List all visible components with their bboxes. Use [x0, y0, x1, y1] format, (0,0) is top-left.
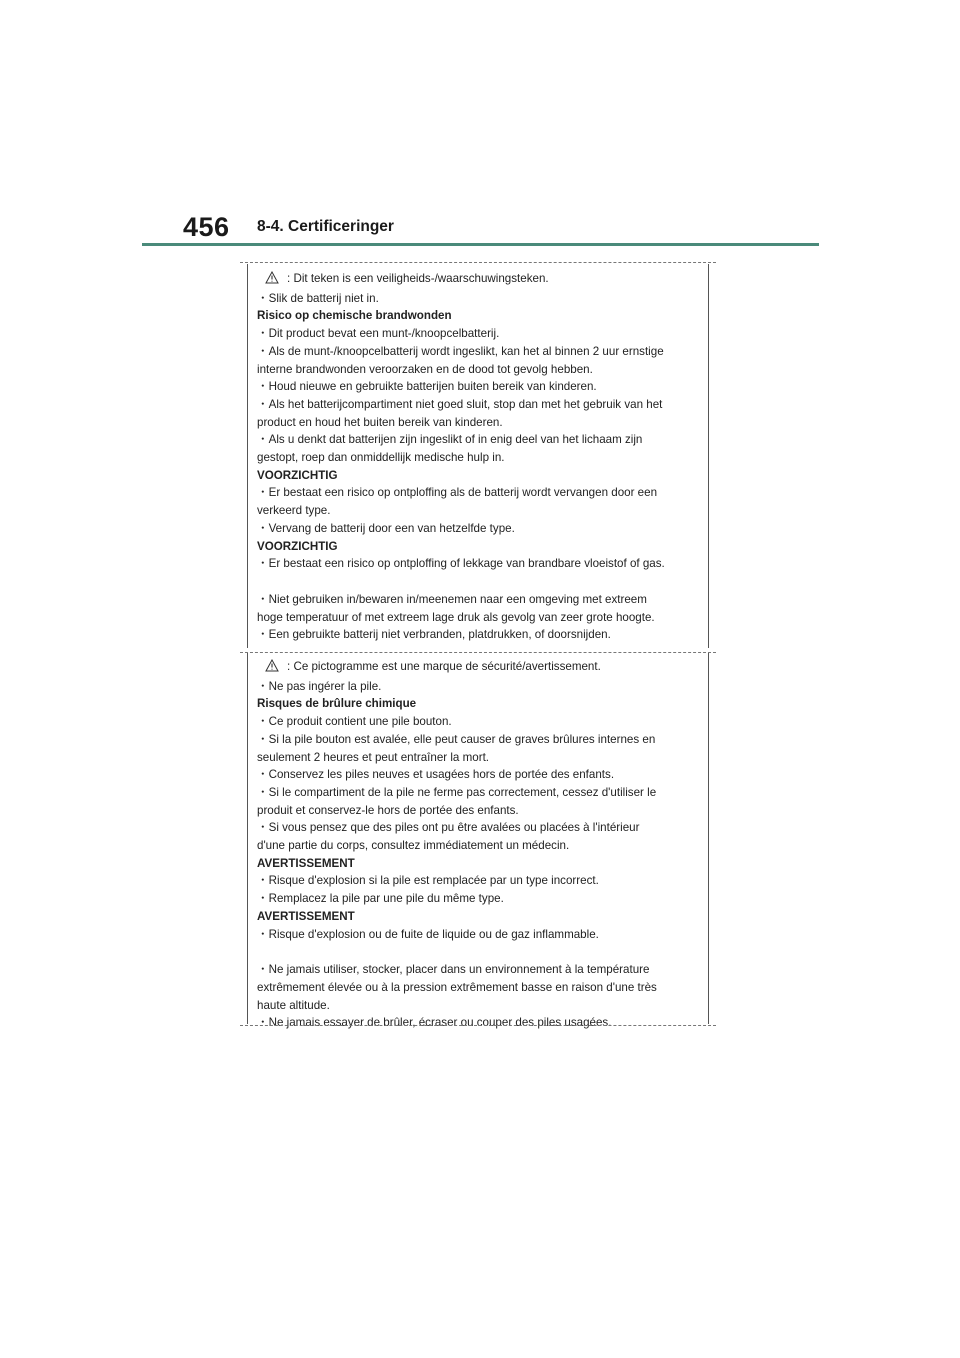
body-line: ・Dit product bevat een munt-/knoopcelbatterij. [257, 327, 500, 341]
warning-triangle-icon [265, 271, 279, 290]
body-line: extrêmement élevée ou à la pression extrêmement basse en raison d'une très [257, 980, 657, 994]
body-line: ・Niet gebruiken in/bewaren in/meenemen naar een omgeving met extreem [257, 592, 647, 606]
body-line: haute altitude. [257, 998, 330, 1012]
body-line: ・Er bestaat een risico op ontploffing als de batterij wordt vervangen door een [257, 486, 658, 500]
dutch-warning-label [247, 264, 709, 648]
body-line: interne brandwonden veroorzaken en de dood tot gevolg hebben. [257, 362, 593, 376]
warning-symbol-line [257, 270, 700, 290]
body-line: ・Als de munt-/knoopcelbatterij wordt ingeslikt, kan het al binnen 2 uur ernstige [257, 344, 664, 358]
body-line: produit et conservez-le hors de portée des enfants. [257, 803, 519, 817]
body-line: ・Risque d'explosion ou de fuite de liquide ou de gaz inflammable. [257, 927, 599, 941]
body-line: ・Ne jamais essayer de brûler, écraser ou couper des piles usagées. [257, 1016, 612, 1030]
body-line: ・Remplacez la pile par une pile du même type. [257, 892, 504, 906]
section-title: 8-4. Certificeringer [257, 218, 394, 235]
french-warning-label [247, 653, 709, 1030]
body-line: ・Ne pas ingérer la pile. [257, 679, 382, 693]
warning-symbol-line [257, 658, 700, 678]
section-heading: Risques de brûlure chimique [257, 697, 417, 711]
body-line: ・Si le compartiment de la pile ne ferme pas correctement, cessez d'utiliser le [257, 785, 657, 799]
body-line: ・Als u denkt dat batterijen zijn ingeslikt of in enig deel van het lichaam zijn [257, 433, 643, 447]
body-line: ・Als het batterijcompartiment niet goed sluit, stop dan met het gebruik van het [257, 397, 663, 411]
caution-heading: AVERTISSEMENT [257, 856, 355, 870]
caution-heading: VOORZICHTIG [257, 468, 338, 482]
body-line: verkeerd type. [257, 504, 331, 518]
caution-heading: VOORZICHTIG [257, 539, 338, 553]
page-number: 456 [183, 212, 230, 242]
body-line: hoge temperatuur of met extreem lage druk als gevolg van zeer grote hoogte. [257, 610, 655, 624]
warning-symbol-text: : Dit teken is een veiligheids-/waarschuwingsteken. [287, 272, 549, 285]
section-heading: Risico op chemische brandwonden [257, 309, 452, 323]
body-line: ・Vervang de batterij door een van hetzelfde type. [257, 521, 515, 535]
body-line: ・Conservez les piles neuves et usagées hors de portée des enfants. [257, 768, 615, 782]
paragraph-spacer [257, 573, 700, 591]
dashed-divider-bottom [240, 1025, 716, 1026]
body-line: seulement 2 heures et peut entraîner la mort. [257, 750, 490, 764]
paragraph-spacer [257, 943, 700, 961]
body-line: gestopt, roep dan onmiddellijk medische hulp in. [257, 451, 505, 465]
body-line: ・Ce produit contient une pile bouton. [257, 715, 452, 729]
body-line: ・Houd nieuwe en gebruikte batterijen buiten bereik van kinderen. [257, 380, 597, 394]
body-line: ・Slik de batterij niet in. [257, 291, 379, 305]
caution-heading: AVERTISSEMENT [257, 909, 355, 923]
body-line: d'une partie du corps, consultez immédiatement un médecin. [257, 839, 570, 853]
body-line: ・Een gebruikte batterij niet verbranden, platdrukken, of doorsnijden. [257, 628, 611, 642]
body-line: ・Si vous pensez que des piles ont pu être avalées ou placées à l'intérieur [257, 821, 640, 835]
body-line: ・Si la pile bouton est avalée, elle peut causer de graves brûlures internes en [257, 732, 656, 746]
body-line: product en houd het buiten bereik van kinderen. [257, 415, 503, 429]
header-rule [142, 243, 819, 246]
dashed-divider-top [240, 262, 716, 263]
body-line: ・Ne jamais utiliser, stocker, placer dans un environnement à la température [257, 963, 650, 977]
warning-triangle-icon [265, 659, 279, 678]
warning-symbol-text: : Ce pictogramme est une marque de sécurité/avertissement. [287, 660, 601, 673]
body-line: ・Er bestaat een risico op ontploffing of lekkage van brandbare vloeistof of gas. [257, 557, 665, 571]
body-line: ・Risque d'explosion si la pile est remplacée par un type incorrect. [257, 874, 599, 888]
